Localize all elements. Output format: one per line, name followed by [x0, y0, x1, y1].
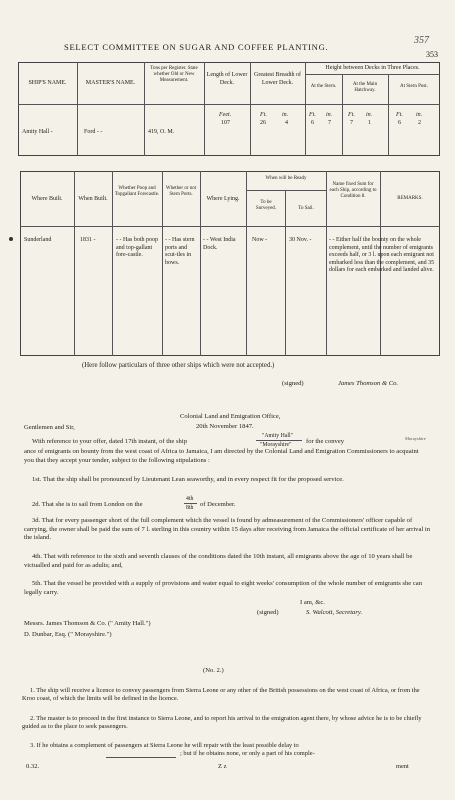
cell-to-sail: 30 Nov. - [289, 237, 312, 243]
addressee-2: D. Dunbar, Esq. (" Morayshire.") [24, 631, 112, 638]
col-header-ships-name: SHIP'S NAME. [28, 80, 67, 86]
col-header-when-built: When Built. [78, 196, 108, 202]
unit-main-in: in. [366, 112, 373, 118]
cell-where-lying: - - West India Dock. [203, 237, 236, 251]
addressee-1: Messrs. James Thomson & Co. (" Amity Hall.") [24, 620, 151, 627]
footer-left: 0.32. [26, 763, 40, 770]
no2-item-3b: ; but if he obtains none, or only a part of his comple- [180, 750, 315, 757]
col-header-where-built: Where Built. [31, 196, 63, 202]
page-header-title: SELECT COMMITTEE ON SUGAR AND COFFEE PLANTING. [64, 42, 329, 52]
ship-choice-bottom: "Morayshire" [260, 442, 292, 448]
footer-signature: Z z [218, 763, 227, 770]
cell-poop: - - Has both poop and top-gallant fore-castle. [116, 237, 158, 258]
no2-item-3a: 3. If he obtains a complement of passengers at Sierra Leone he will repair with the least possible delay to [30, 742, 299, 749]
cell-ship-name: Amity Hall - [22, 129, 53, 135]
col-header-height-group: Height between Decks in Three Places. [325, 65, 420, 71]
cell-surveyed: Now - [252, 237, 268, 243]
letter-closing: I am, &c. [300, 599, 325, 606]
col-header-where-lying: Where Lying. [206, 196, 240, 202]
ship-choice-top: "Amity Hall" [262, 433, 293, 439]
cell-master-name: Ford - - [84, 129, 103, 135]
col-header-at-main: At the Main Hatchway. [352, 82, 378, 93]
cell-main-in: 1 [368, 120, 371, 126]
unit-post-in: in. [416, 112, 423, 118]
margin-bullet [9, 237, 13, 241]
letter-salutation: Gentlemen and Sir, [24, 424, 75, 431]
no2-item-3c: ment [396, 763, 409, 770]
col-header-surveyed: To be Surveyed. [255, 200, 277, 211]
stipulation-1: 1st. That the ship shall be pronounced by Lieutenant Lean seaworthy, and in every respect fit for the proposed service. [32, 476, 344, 483]
unit-main-ft: Ft. [348, 112, 355, 118]
letter-para1b: for the convey [306, 438, 345, 445]
cell-tons: 419, O. M. [148, 129, 175, 135]
signed-label-2: (signed) [257, 609, 279, 616]
col-header-breadth: Greatest Breadth of Lower Deck. [254, 72, 301, 86]
cell-stern-ft: 6 [311, 120, 314, 126]
cell-length: 107 [221, 120, 230, 126]
cell-when-built: 1831 - [80, 237, 96, 243]
cell-where-built: Sunderland [24, 237, 52, 243]
unit-breadth-ft: Ft. [260, 112, 267, 118]
col-header-poop: Whether Poop and Topgallant Forecastle. [114, 186, 160, 197]
stipulation-5: 5th. That the vessel be provided with a supply of provisions and water equal to eight weeks' consumption of the whole number of emigrants she can legally carry. [24, 580, 423, 596]
letter-para1a: With reference to your offer, dated 17th instant, of the ship [32, 438, 187, 445]
cell-breadth-in: 4 [285, 120, 288, 126]
no2-item-2: 2. The master is to proceed in the first instance to Sierra Leone, and to report his arrival to the emigration agent there, by whose advice he is to be chiefly guided as to the place to seek passengers. [22, 715, 422, 731]
cell-post-ft: 6 [398, 120, 401, 126]
sail-date-top: 4th [186, 496, 194, 502]
stipulation-2b: of December. [200, 501, 236, 508]
unit-breadth-in: in. [282, 112, 289, 118]
stipulation-4: 4th. That with reference to the sixth and seventh clauses of the conditions dated the 10th instant, all emigrants above the age of 10 years shall be victualled and paid for as adults; and, [24, 553, 413, 569]
letter-office: Colonial Land and Emigration Office, [180, 413, 281, 420]
stipulation-3: 3d. That for every passenger short of the full complement which the vessel is found by admeasurement of the Commissioners' officer capable of carrying, the owner shall be paid the sum of 7 l. sterling in this country within 15 days after receiving from Jamaica the official certificate of her arrival in the island. [24, 517, 430, 541]
unit-stern-in: in. [326, 112, 333, 118]
no2-heading: (No. 2.) [203, 667, 224, 674]
signed-name-2: S. Walcott, Secretary. [306, 609, 363, 616]
unit-stern-ft: Ft. [309, 112, 316, 118]
cell-stern-ports: - - Has stern ports and scut-tles in bows. [165, 237, 195, 266]
sail-date-bottom: 8th [186, 505, 194, 511]
col-header-remarks: REMARKS. [397, 196, 423, 201]
cell-stern-in: 7 [328, 120, 331, 126]
cell-sum: - - Either half the bounty on the whole complement, until the number of emigrants exceeds half, or 3 l. upon each emigrant not embarked less than the complement, and 35 dollars for each embarked and landed alive. [329, 237, 435, 273]
col-header-sum: Name fixed Sum for each Ship, according to Condition 8. [329, 182, 377, 199]
unit-feet: Feet. [219, 112, 232, 118]
signed-name-1: James Thomson & Co. [338, 380, 399, 387]
col-header-to-sail: To Sail. [298, 206, 314, 211]
no2-item-1: 1. The ship will receive a licence to convey passengers from Sierra Leone or any other of the British possessions on the west coast of Africa, or from the Kroo coast, of which the limits will be defined in the licence. [22, 687, 420, 703]
signed-label-1: (signed) [282, 380, 304, 387]
cell-main-ft: 7 [350, 120, 353, 126]
col-header-stern-ports: Whether or not Stern Ports. [165, 186, 197, 197]
margin-note: Morayshire [405, 436, 426, 441]
cell-breadth-ft: 26 [260, 120, 266, 126]
follow-note: (Here follow particulars of three other ships which were not accepted.) [82, 362, 275, 369]
col-header-at-stern-post: At Stern Post. [400, 84, 428, 89]
col-header-tons: Tons per Register. State whether Old or New Measurement. [150, 66, 198, 83]
col-header-ready-group: When will be Ready [265, 176, 307, 181]
stipulation-2a: 2d. That she is to sail from London on the [32, 501, 143, 508]
handwritten-folio-number: 357 [414, 35, 429, 46]
col-header-at-stern: At the Stern. [310, 84, 337, 89]
unit-post-ft: Ft. [396, 112, 403, 118]
letter-date: 20th November 1847. [196, 423, 254, 430]
cell-post-in: 2 [418, 120, 421, 126]
col-header-length: Length of Lower Deck. [206, 72, 248, 86]
letter-para1c: ance of emigrants on bounty from the west coast of Africa to Jamaica, I am directed by the Colonial Land and Emigration Commissioners to acquaint you that they accept your tender, subject to the following stipulations : [24, 448, 419, 464]
col-header-masters-name: MASTER'S NAME. [85, 80, 136, 86]
page-number: 353 [426, 50, 438, 59]
